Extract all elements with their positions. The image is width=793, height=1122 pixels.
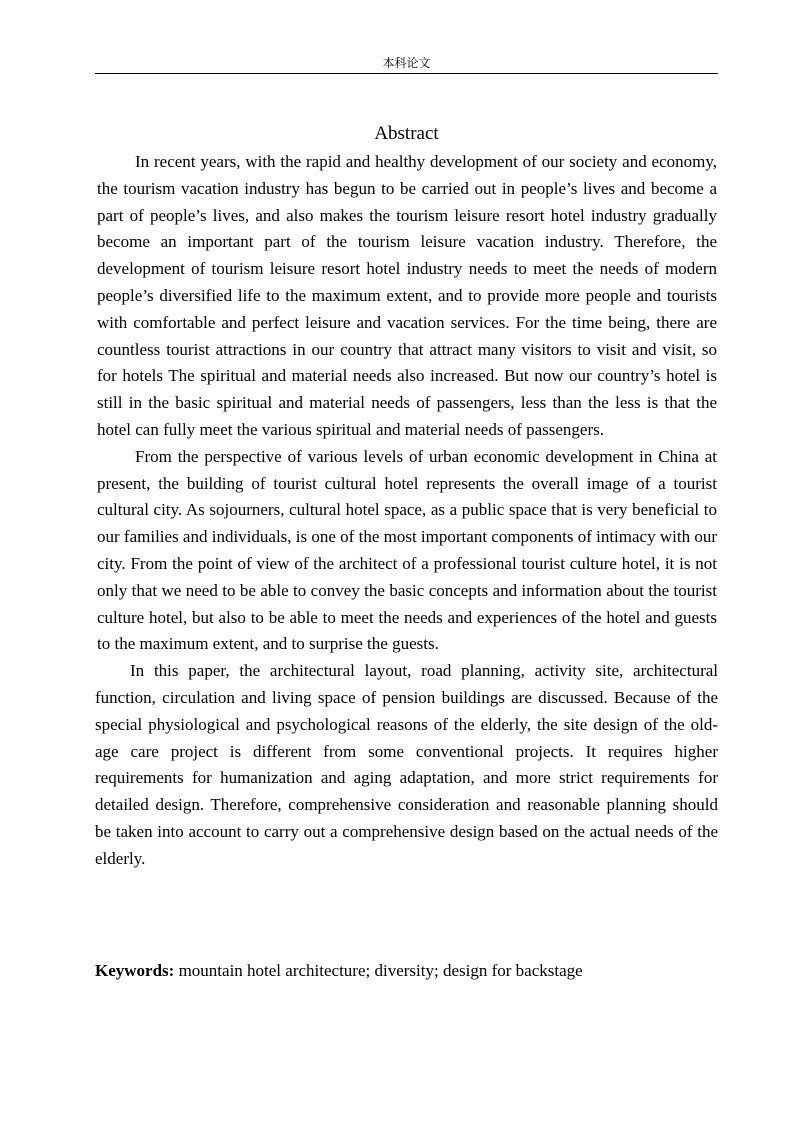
- abstract-body: [97, 149, 717, 873]
- header-rule: [95, 73, 718, 74]
- keywords-text: mountain hotel architecture; diversity; design for backstage: [174, 961, 583, 980]
- keywords-label: Keywords:: [95, 961, 175, 980]
- abstract-title: Abstract: [374, 123, 439, 144]
- abstract-paragraph-3: In this paper, the architectural layout, road planning, activity site, architectural function, circulation and living space of pension buildings are discussed. Because of the special physiological and psychological reasons of the elderly, the site design of the old-age care project is different from some conventional projects. It requires higher requirements for humanization and aging adaptation, and more strict requirements for detailed design. Therefore, comprehensive consideration and reasonable planning should be taken into account to carry out a comprehensive design based on the actual needs of the elderly.: [95, 661, 718, 868]
- keywords-line: [95, 958, 718, 984]
- abstract-paragraph-2: From the perspective of various levels of urban economic development in China at present, the building of tourist cultural hotel represents the overall image of a tourist cultural city. As sojourners, cultural hotel space, as a public space that is very beneficial to our families and individuals, is one of the most important components of intimacy with our city. From the point of view of the architect of a professional tourist culture hotel, it is not only that we need to be able to convey the basic concepts and information about the tourist culture hotel, but also to be able to meet the needs and experiences of the hotel and guests to the maximum extent, and to surprise the guests.: [97, 446, 717, 654]
- running-header: 本科论文: [382, 56, 431, 70]
- abstract-paragraph-1: In recent years, with the rapid and healthy development of our society and economy, the tourism vacation industry has begun to be carried out in people’s lives and become a part of people’s lives, and also makes the tourism leisure resort hotel industry gradually become an important part of the tourism leisure vacation industry. Therefore, the development of tourism leisure resort hotel industry needs to meet the needs of modern people’s diversified life to the maximum extent, and to provide more people and tourists with comfortable and perfect leisure and vacation services. For the time being, there are countless tourist attractions in our country that attract many visitors to visit and visit, so for hotels The spiritual and material needs also increased. But now our country’s hotel is still in the basic spiritual and material needs of passengers, less than the less is that the hotel can fully meet the various spiritual and material needs of passengers.: [97, 152, 717, 439]
